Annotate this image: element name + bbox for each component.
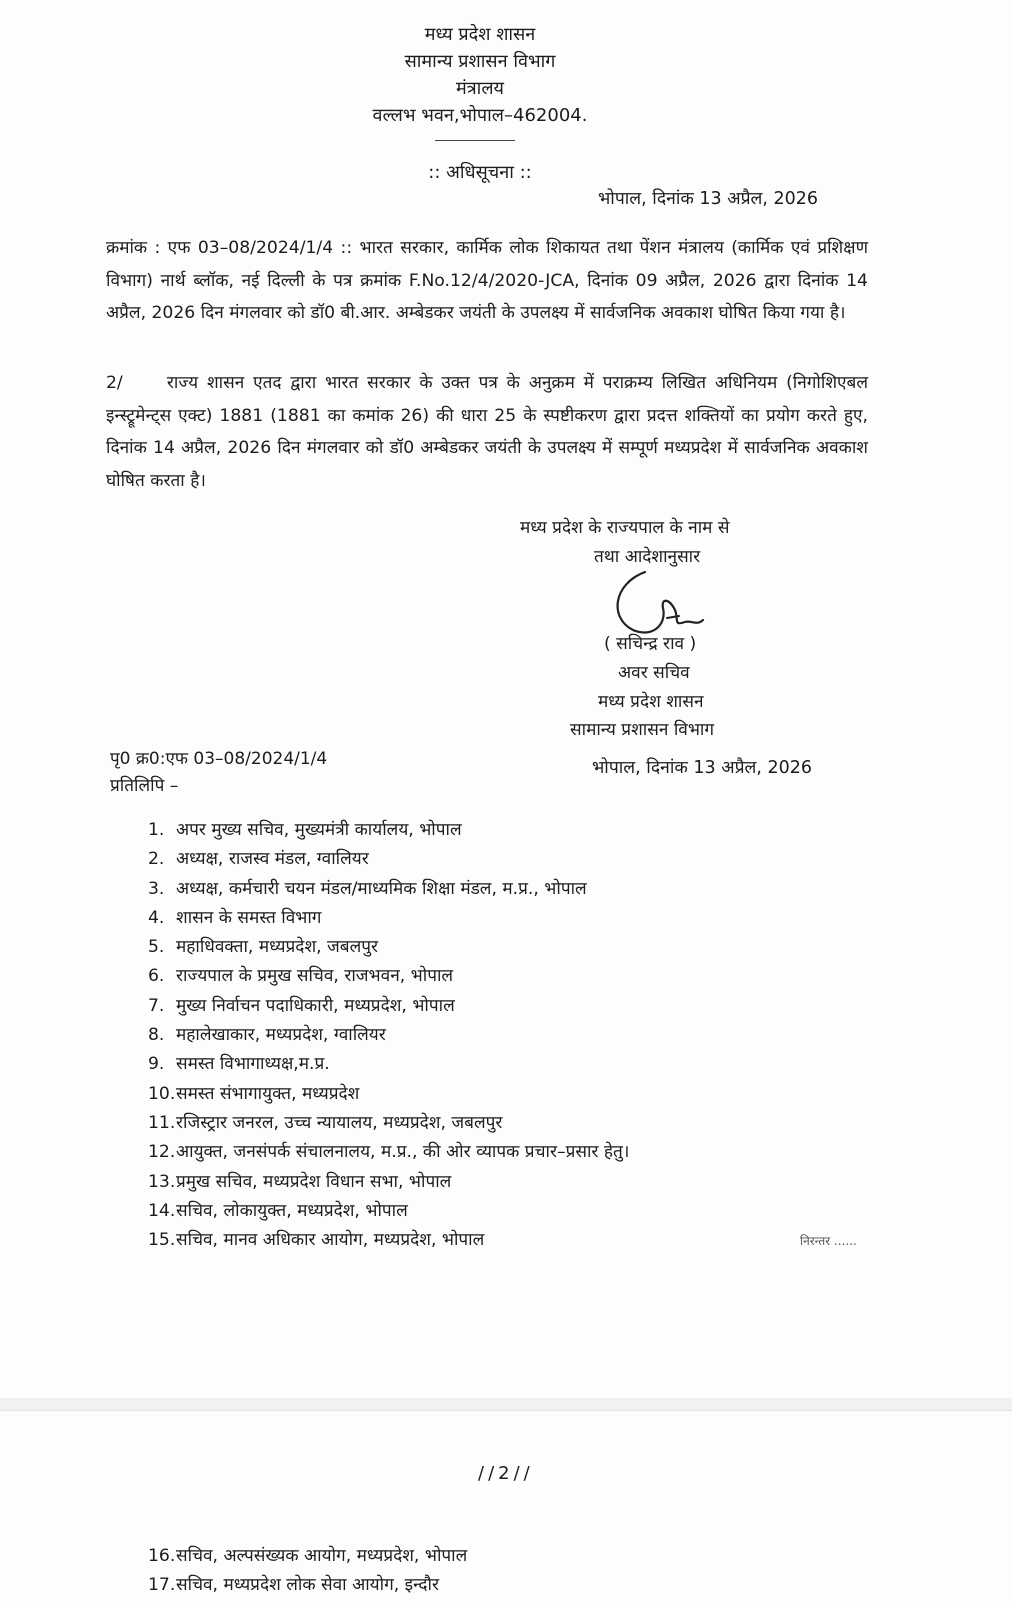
list-item-number: 2. [148,849,165,870]
list-item-text: अध्यक्ष, कर्मचारी चयन मंडल/माध्यमिक शिक्षा मंडल, म.प्र., भोपाल [176,878,587,899]
list-item-number: 17. [148,1575,176,1596]
issue-place-date: भोपाल, दिनांक 13 अप्रैल, 2026 [598,189,819,209]
list-item [148,1138,629,1167]
page-gap [0,1398,1012,1410]
list-item [148,1542,467,1571]
list-item [148,904,629,933]
list-item-text: महाधिवक्ता, मध्यप्रदेश, जबलपुर [176,937,379,958]
signatory-designation: अवर सचिव [618,663,690,683]
list-item-text: प्रमुख सचिव, मध्यप्रदेश विधान सभा, भोपाल [176,1171,452,1192]
list-item-text: अपर मुख्य सचिव, मुख्यमंत्री कार्यालय, भोपाल [176,820,462,840]
signatory-govt: मध्य प्रदेश शासन [598,692,704,712]
list-item [148,845,629,874]
list-item-number: 16. [148,1546,176,1566]
list-item-text: आयुक्त, जनसंपर्क संचालनालय, म.प्र., की ओर व्यापक प्रचार–प्रसार हेतु। [176,1142,630,1163]
list-item [148,1021,629,1050]
list-item [148,933,629,962]
list-item-number: 3. [148,878,165,899]
list-item-text: मुख्य निर्वाचन पदाधिकारी, मध्यप्रदेश, भोपाल [176,995,455,1016]
endorsement-place-date: भोपाल, दिनांक 13 अप्रैल, 2026 [592,758,813,778]
list-item-number: 15. [148,1230,176,1251]
page-number-marker: //2// [478,1463,534,1484]
list-item-text: महालेखाकार, मध्यप्रदेश, ग्वालियर [176,1025,386,1046]
list-item [148,1226,629,1255]
header-address: वल्लभ भवन,भोपाल–462004. [372,105,588,126]
signatory-department: सामान्य प्रशासन विभाग [570,720,715,740]
paragraph-2: 2/ राज्य शासन एतद द्वारा भारत सरकार के उक्त पत्र के अनुक्रम में पराक्रम्य लिखित अधिनियम (निगोशिएबल इन्स्ट्रूमेन्ट्स एक्ट) 1881 (1881 का कमांक 26) की धारा 25 के स्पष्टीकरण द्वारा प्रदत्त शक्तियों का प्रयोग करते हुए, दिनांक 14 अप्रैल, 2026 दिन मंगलवार को डॉ0 अम्बेडकर जयंती के उपलक्ष्य में सम्पूर्ण मध्यप्रदेश में सार्वजनिक अवकाश घोषित करता है। [106,373,874,491]
header-department: सामान्य प्रशासन विभाग [404,51,556,72]
list-item [148,992,629,1021]
list-item-number: 7. [148,995,165,1016]
list-item-number: 4. [148,907,165,928]
list-item-number: 6. [148,966,165,987]
list-item [148,1109,629,1138]
list-item-text: रजिस्ट्रार जनरल, उच्च न्यायालय, मध्यप्रदेश, जबलपुर [176,1112,503,1133]
list-item-number: 10. [148,1083,176,1104]
list-item-number: 5. [148,937,165,958]
list-item-number: 9. [148,1054,165,1075]
list-item-text: सचिव, अल्पसंख्यक आयोग, मध्यप्रदेश, भोपाल [176,1546,468,1566]
list-item [148,1050,629,1079]
paragraph-1: क्रमांक : एफ 03–08/2024/1/4 :: भारत सरकार, कार्मिक लोक शिकायत तथा पेंशन मंत्रालय (कार्मिक एवं प्रशिक्षण विभाग) नार्थ ब्लॉक, नई दिल्ली के पत्र क्रमांक F.No.12/4/2020-JCA, दिनांक 09 अप्रैल, 2026 द्वारा दिनांक 14 अप्रैल, 2026 दिन मंगलवार को डॉ0 बी.आर. अम्बेडकर जयंती के उपलक्ष्य में सार्वजनिक अवकाश घोषित किया गया है। [106,238,868,323]
list-item [148,962,629,991]
list-item-text: अध्यक्ष, राजस्व मंडल, ग्वालियर [176,849,369,870]
list-item-text: समस्त संभागायुक्त, मध्यप्रदेश [176,1083,360,1104]
list-item-number: 8. [148,1025,165,1046]
list-item-number: 12. [148,1142,176,1163]
list-item [148,816,629,845]
list-item-text: समस्त विभागाध्यक्ष,म.प्र. [176,1054,330,1075]
list-item [148,1197,629,1226]
signature-authority-line: मध्य प्रदेश के राज्यपाल के नाम से [520,518,730,538]
continued-marker: निरन्तर ...... [800,1234,857,1248]
list-item-text: सचिव, लोकायुक्त, मध्यप्रदेश, भोपाल [176,1200,408,1221]
list-item-number: 14. [148,1200,176,1221]
list-item [148,1168,629,1197]
list-item-text: सचिव, मध्यप्रदेश लोक सेवा आयोग, इन्दौर [176,1575,440,1596]
copy-to-label: प्रतिलिपि – [110,776,179,796]
header-divider [435,140,515,141]
list-item [148,1571,467,1600]
list-item [148,1080,629,1109]
signatory-name: ( सचिन्द्र राव ) [604,634,697,654]
notification-title: :: अधिसूचना :: [428,162,532,183]
signature-order-line: तथा आदेशानुसार [594,547,701,567]
copy-to-list [148,816,629,1255]
list-item-text: राज्यपाल के प्रमुख सचिव, राजभवन, भोपाल [176,966,454,987]
header-ministry: मंत्रालय [455,78,504,99]
list-item-number: 11. [148,1112,176,1133]
list-item-text: शासन के समस्त विभाग [176,907,322,928]
list-item-text: सचिव, मानव अधिकार आयोग, मध्यप्रदेश, भोपाल [176,1230,485,1251]
endorsement-reference: पृ0 क्र0:एफ 03–08/2024/1/4 [110,749,328,769]
list-item [148,875,629,904]
copy-to-list-continued [148,1542,467,1601]
list-item-number: 1. [148,820,165,840]
list-item-number: 13. [148,1171,176,1192]
header-govt: मध्य प्रदेश शासन [424,24,536,45]
